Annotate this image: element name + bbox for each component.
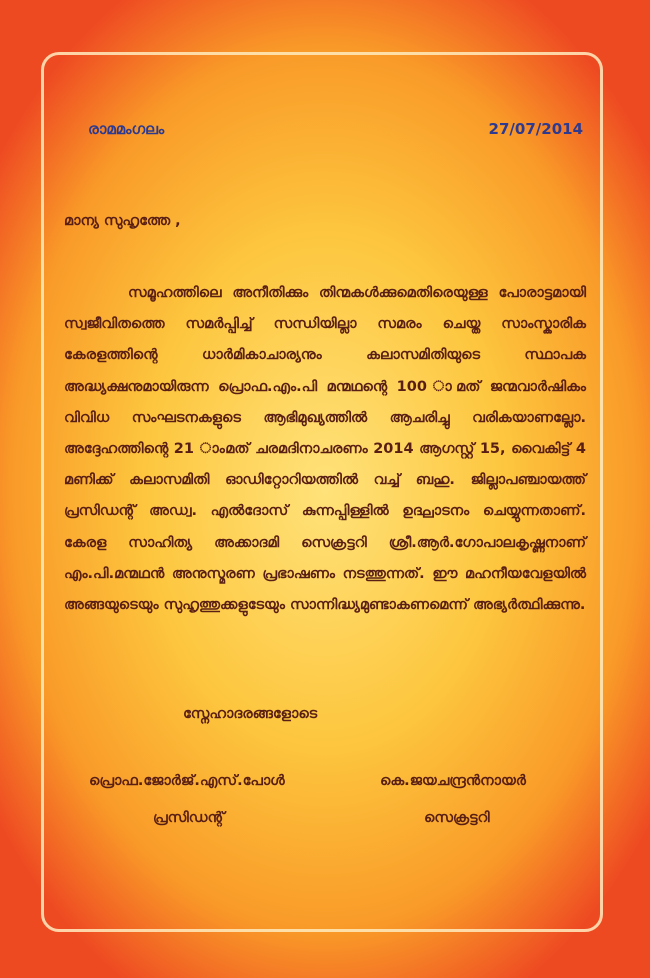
closing: സ്നേഹാദരങ്ങളോടെ: [183, 706, 318, 722]
president-name: പ്രൊഫ.ജോർജ്.എസ്.പോൾ: [89, 773, 285, 789]
president-title: പ്രസിഡന്റ്: [153, 810, 225, 826]
secretary-name: കെ.ജയചന്ദ്രൻനായർ: [380, 773, 526, 789]
salutation: മാന്യ സുഹൃത്തേ ,: [64, 213, 181, 229]
secretary-title: സെക്രട്ടറി: [424, 810, 490, 826]
place-name: രാമമംഗലം: [88, 120, 165, 138]
letter-date: 27/07/2014: [488, 120, 583, 138]
letter-body: [64, 278, 586, 621]
letter-body-text: സമൂഹത്തിലെ അനീതിക്കും തിന്മകൾക്കുമെതിരെയുള്ള പോരാട്ടമായി സ്വജീവിതത്തെ സമർപ്പിച്ച് സന്ധിയില്ലാ സമരം ചെയ്ത സാംസ്കാരിക കേരളത്തിന്റെ ധാർമികാചാര്യനും കലാസമിതിയുടെ സ്ഥാപക അദ്ധ്യക്ഷനുമായിരുന്ന പ്രൊഫ.എം.പി മന്മഥന്റെ 100 ാമത് ജന്മവാർഷികം വിവിധ സംഘടനകളുടെ ആഭിമുഖ്യത്തിൽ ആചരിച്ചു വരികയാണല്ലോ. അദ്ദേഹത്തിന്റെ 21 ാംമത് ചരമദിനാചരണം 2014 ആഗസ്റ്റ് 15, വൈകിട്ട് 4 മണിക്ക് കലാസമിതി ഓഡിറ്റോറിയത്തിൽ വച്ച് ബഹു. ജില്ലാപഞ്ചായത്ത് പ്രസിഡന്റ് അഡ്വ. എൽദോസ് കുന്നപ്പിള്ളിൽ ഉദ്ഘാടനം ചെയ്യുന്നതാണ്. കേരള സാഹിത്യ അക്കാദമി സെക്രട്ടറി ശ്രീ.ആർ.ഗോപാലകൃഷ്ണനാണ് എം.പി.മന്മഥൻ അനുസ്മരണ പ്രഭാഷണം നടത്തുന്നത്. ഈ മഹനീയവേളയിൽ അങ്ങയുടെയും സുഹൃത്തുക്കളുടേയും സാന്നിദ്ധ്യമുണ്ടാകണമെന്ന് അഭ്യർത്ഥിക്കുന്നു.: [64, 285, 586, 614]
